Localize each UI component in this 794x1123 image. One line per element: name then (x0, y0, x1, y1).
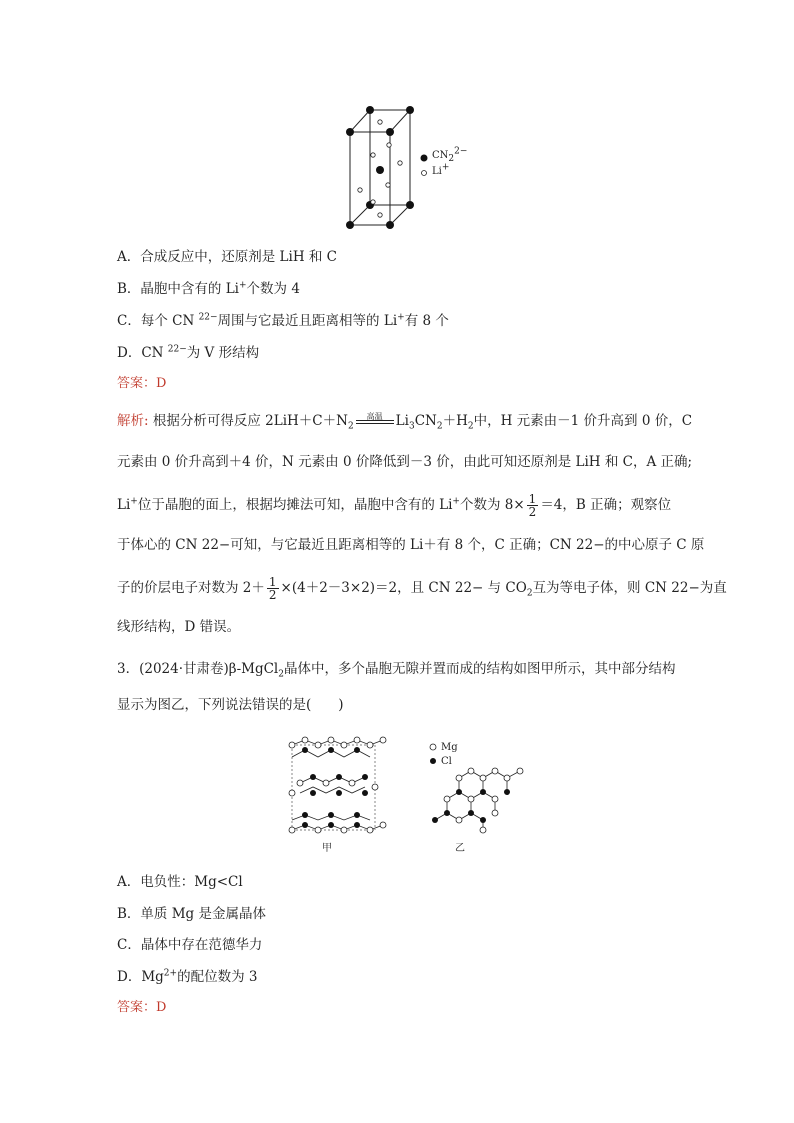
figure-yi-label: 乙 (455, 843, 465, 854)
unit-cell-diagram (340, 100, 470, 235)
legend-mg: Mg (441, 742, 458, 753)
option-d: D．CN $^{22-}$为 V 形结构 (117, 344, 260, 361)
mgcl2-layer-diagram (280, 735, 395, 840)
q3-option-d: D．$Mg^{2+}$的配位数为 3 (117, 968, 258, 985)
option-b: B．晶胞中含有的 Li+个数为 4 (117, 280, 300, 297)
q3-option-c: C．晶体中存在范德华力 (117, 937, 263, 953)
q3-stem-line-1: 3．(2024·甘肃卷)β-MgCl$_2$晶体中，多个晶胞无隙并置而成的结构如图甲所示，其中部分结构 (117, 661, 676, 680)
q3-option-a: A．电负性：Mg<Cl (117, 874, 243, 890)
figure-yi (425, 735, 535, 855)
figure-jia-label: 甲 (322, 843, 332, 854)
q3-stem-line-2: 显示为图乙，下列说法错误的是( ) (117, 697, 344, 713)
unit-cell-figure (340, 100, 470, 235)
analysis-line-1: 解析: 根据分析可得反应 $2LiH+C+N_2$ 高温 $Li_3CN_2+H_2$中，H 元素由－1 价升高到 0 价，C (117, 411, 693, 432)
analysis-line-5: 子的价层电子对数为 2＋ $\frac{1}{2}$ ×(4＋2－3×2)＝2，且 CN 22− 与 $CO_2$互为等电子体，则 CN 22−为直 (117, 575, 727, 602)
analysis-line-3: Li+位于晶胞的面上，根据均摊法可知，晶胞中含有的 Li+个数为 8× $\frac{1}{2}$ ＝4，B 正确；观察位 (117, 492, 672, 519)
analysis-line-4: 于体心的 CN 22−可知，与它最近且距离相等的 Li＋有 8 个，C 正确；CN 22−的中心原子 C 原 (117, 537, 705, 553)
q3-option-b: B．单质 Mg 是金属晶体 (117, 906, 266, 922)
answer-q1: 答案：D (117, 376, 167, 391)
fraction-half: $\frac{1}{2}$ (528, 492, 537, 519)
option-a: A．合成反应中，还原剂是 LiH 和 C (117, 249, 338, 265)
analysis-line-2: 元素由 0 价升高到＋4 价，N 元素由 0 价降低到－3 价，由此可知还原剂是 LiH 和 C，A 正确; (117, 454, 693, 470)
answer-q3: 答案：D (117, 1000, 167, 1015)
fraction-half-2: $\frac{1}{2}$ (268, 575, 277, 602)
analysis-line-6: 线形结构，D 错误。 (117, 619, 241, 635)
analysis-heading: 解析: (117, 413, 149, 429)
legend-cl: Cl (441, 756, 452, 767)
option-c: C．每个 CN $^{22-}$周围与它最近且距离相等的 Li+有 8 个 (117, 312, 449, 329)
legend-cn: $CN_2^{2-}$ (432, 146, 468, 164)
figure-jia (280, 735, 395, 855)
legend-li: Li+ (432, 162, 450, 177)
